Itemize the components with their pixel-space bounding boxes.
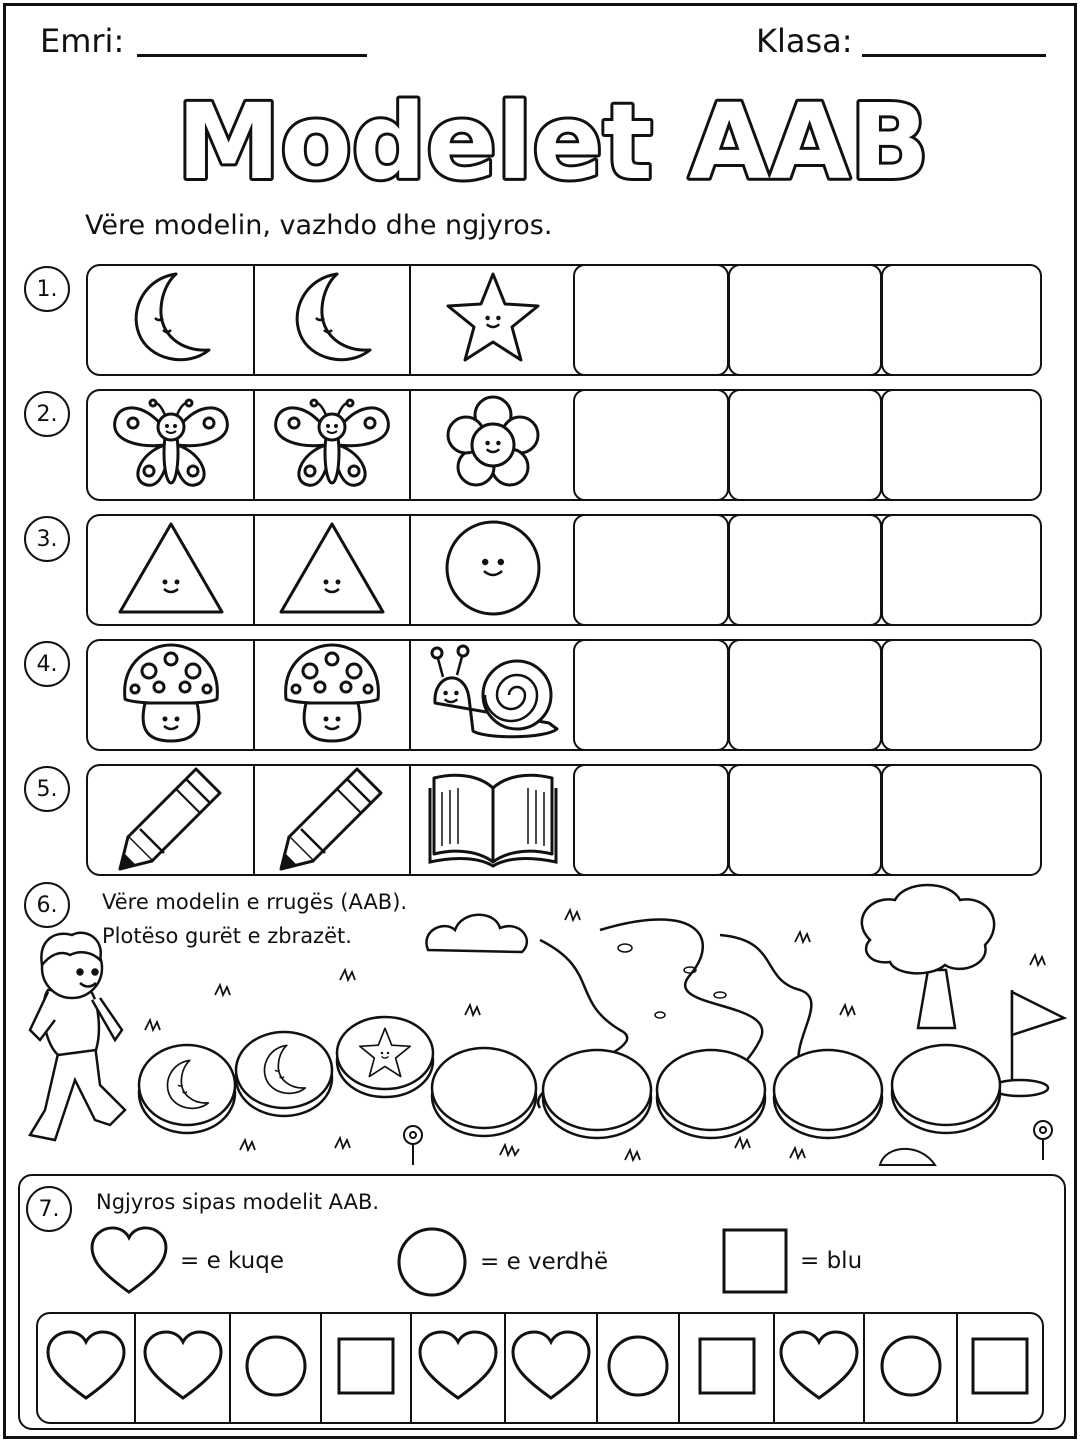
stone-filled — [337, 1017, 433, 1097]
strip-cell[interactable] — [596, 1314, 678, 1422]
legend-square — [722, 1228, 862, 1294]
stone-empty[interactable] — [657, 1050, 765, 1138]
circle-icon[interactable] — [879, 1334, 943, 1402]
stone-empty[interactable] — [774, 1050, 882, 1138]
row-number: 1. — [24, 266, 70, 312]
answer-box[interactable] — [728, 264, 882, 376]
legend-circle — [396, 1226, 608, 1298]
name-label: Emri: — [40, 22, 125, 60]
snail-icon — [425, 643, 561, 747]
answer-box[interactable] — [728, 389, 882, 501]
stone-filled — [139, 1045, 235, 1133]
pattern-cell — [253, 266, 409, 374]
pattern-cell — [253, 641, 409, 749]
heart-icon[interactable] — [418, 1330, 498, 1406]
moon-icon — [282, 268, 382, 372]
bush-icon — [426, 915, 526, 952]
pattern-cell — [253, 516, 409, 624]
triangle-icon — [277, 518, 387, 622]
strip-cell[interactable] — [38, 1314, 134, 1422]
pattern-cell — [409, 391, 574, 499]
legend-heart — [90, 1226, 284, 1296]
circle-face-icon — [443, 518, 543, 622]
task6-line1: Vëre modelin e rrugës (AAB). — [102, 890, 408, 914]
name-field[interactable] — [137, 54, 367, 57]
legend-circle-text: = e verdhë — [480, 1249, 609, 1275]
boy-icon — [30, 933, 125, 1140]
strip-cell[interactable] — [956, 1314, 1042, 1422]
class-label: Klasa: — [756, 22, 853, 60]
pattern-row-1 — [86, 264, 1042, 376]
triangle-icon — [116, 518, 226, 622]
stone-empty[interactable] — [432, 1048, 536, 1136]
page-title — [0, 70, 1086, 200]
strip-cell[interactable] — [773, 1314, 863, 1422]
answer-box[interactable] — [573, 764, 729, 876]
pattern-cell — [88, 766, 253, 874]
strip-cell[interactable] — [134, 1314, 229, 1422]
circle-icon[interactable] — [606, 1334, 670, 1402]
color-strip — [36, 1312, 1044, 1424]
heart-icon[interactable] — [46, 1330, 126, 1406]
path-scene — [0, 880, 1086, 1170]
task6-line2: Plotëso gurët e zbrazët. — [102, 924, 352, 948]
pattern-row-4 — [86, 639, 1042, 751]
task6-number: 6. — [24, 882, 70, 928]
legend-heart-text: = e kuqe — [180, 1248, 284, 1274]
instruction-text: Vëre modelin, vazhdo dhe ngjyros. — [85, 210, 553, 241]
pattern-row-5 — [86, 764, 1042, 876]
pattern-cell — [88, 516, 253, 624]
answer-box[interactable] — [573, 514, 729, 626]
task7-number: 7. — [26, 1186, 72, 1232]
row-number: 5. — [24, 766, 70, 812]
book-icon — [428, 768, 558, 872]
pattern-cell — [253, 766, 409, 874]
flower-icon — [443, 393, 543, 497]
answer-box[interactable] — [573, 264, 729, 376]
heart-icon[interactable] — [143, 1330, 223, 1406]
stone-filled — [236, 1032, 332, 1116]
pattern-cell — [88, 266, 253, 374]
circle-icon[interactable] — [244, 1334, 308, 1402]
tree-icon — [862, 885, 994, 1028]
flag-icon — [992, 990, 1064, 1096]
heart-icon — [90, 1226, 168, 1296]
strip-cell[interactable] — [863, 1314, 956, 1422]
pattern-cell — [409, 266, 574, 374]
strip-cell[interactable] — [320, 1314, 410, 1422]
square-icon — [722, 1228, 788, 1294]
pattern-cell — [253, 391, 409, 499]
strip-cell[interactable] — [678, 1314, 773, 1422]
pattern-cell — [409, 516, 574, 624]
task7-instruction: Ngjyros sipas modelit AAB. — [96, 1190, 380, 1214]
strip-cell[interactable] — [410, 1314, 504, 1422]
pattern-cell — [409, 641, 574, 749]
pencil-icon — [277, 763, 387, 877]
answer-box[interactable] — [881, 514, 1042, 626]
title-text: Modelet AAB — [176, 81, 930, 200]
heart-icon[interactable] — [511, 1330, 591, 1406]
butterfly-icon — [270, 393, 394, 497]
class-field[interactable] — [862, 54, 1046, 57]
square-icon[interactable] — [698, 1337, 756, 1399]
answer-box[interactable] — [728, 514, 882, 626]
stone-empty[interactable] — [543, 1050, 651, 1138]
answer-box[interactable] — [573, 639, 729, 751]
mushroom-icon — [119, 641, 223, 749]
pattern-cell — [88, 641, 253, 749]
pencil-icon — [116, 763, 226, 877]
answer-box[interactable] — [881, 764, 1042, 876]
answer-box[interactable] — [573, 389, 729, 501]
row-number: 4. — [24, 641, 70, 687]
answer-box[interactable] — [881, 264, 1042, 376]
pattern-row-3 — [86, 514, 1042, 626]
answer-box[interactable] — [728, 764, 882, 876]
square-icon[interactable] — [337, 1337, 395, 1399]
row-number: 2. — [24, 391, 70, 437]
legend-square-text: = blu — [800, 1248, 863, 1274]
pattern-cell — [409, 766, 574, 874]
circle-icon — [396, 1226, 468, 1298]
answer-box[interactable] — [728, 639, 882, 751]
stone-empty[interactable] — [892, 1045, 1000, 1133]
row-number: 3. — [24, 516, 70, 562]
butterfly-icon — [109, 393, 233, 497]
square-icon[interactable] — [971, 1337, 1029, 1399]
star-icon — [443, 268, 543, 372]
strip-cell[interactable] — [229, 1314, 320, 1422]
answer-box[interactable] — [881, 389, 1042, 501]
strip-cell[interactable] — [504, 1314, 596, 1422]
heart-icon[interactable] — [779, 1330, 859, 1406]
pattern-cell — [88, 391, 253, 499]
mushroom-icon — [280, 641, 384, 749]
answer-box[interactable] — [881, 639, 1042, 751]
pattern-row-2 — [86, 389, 1042, 501]
moon-icon — [121, 268, 221, 372]
